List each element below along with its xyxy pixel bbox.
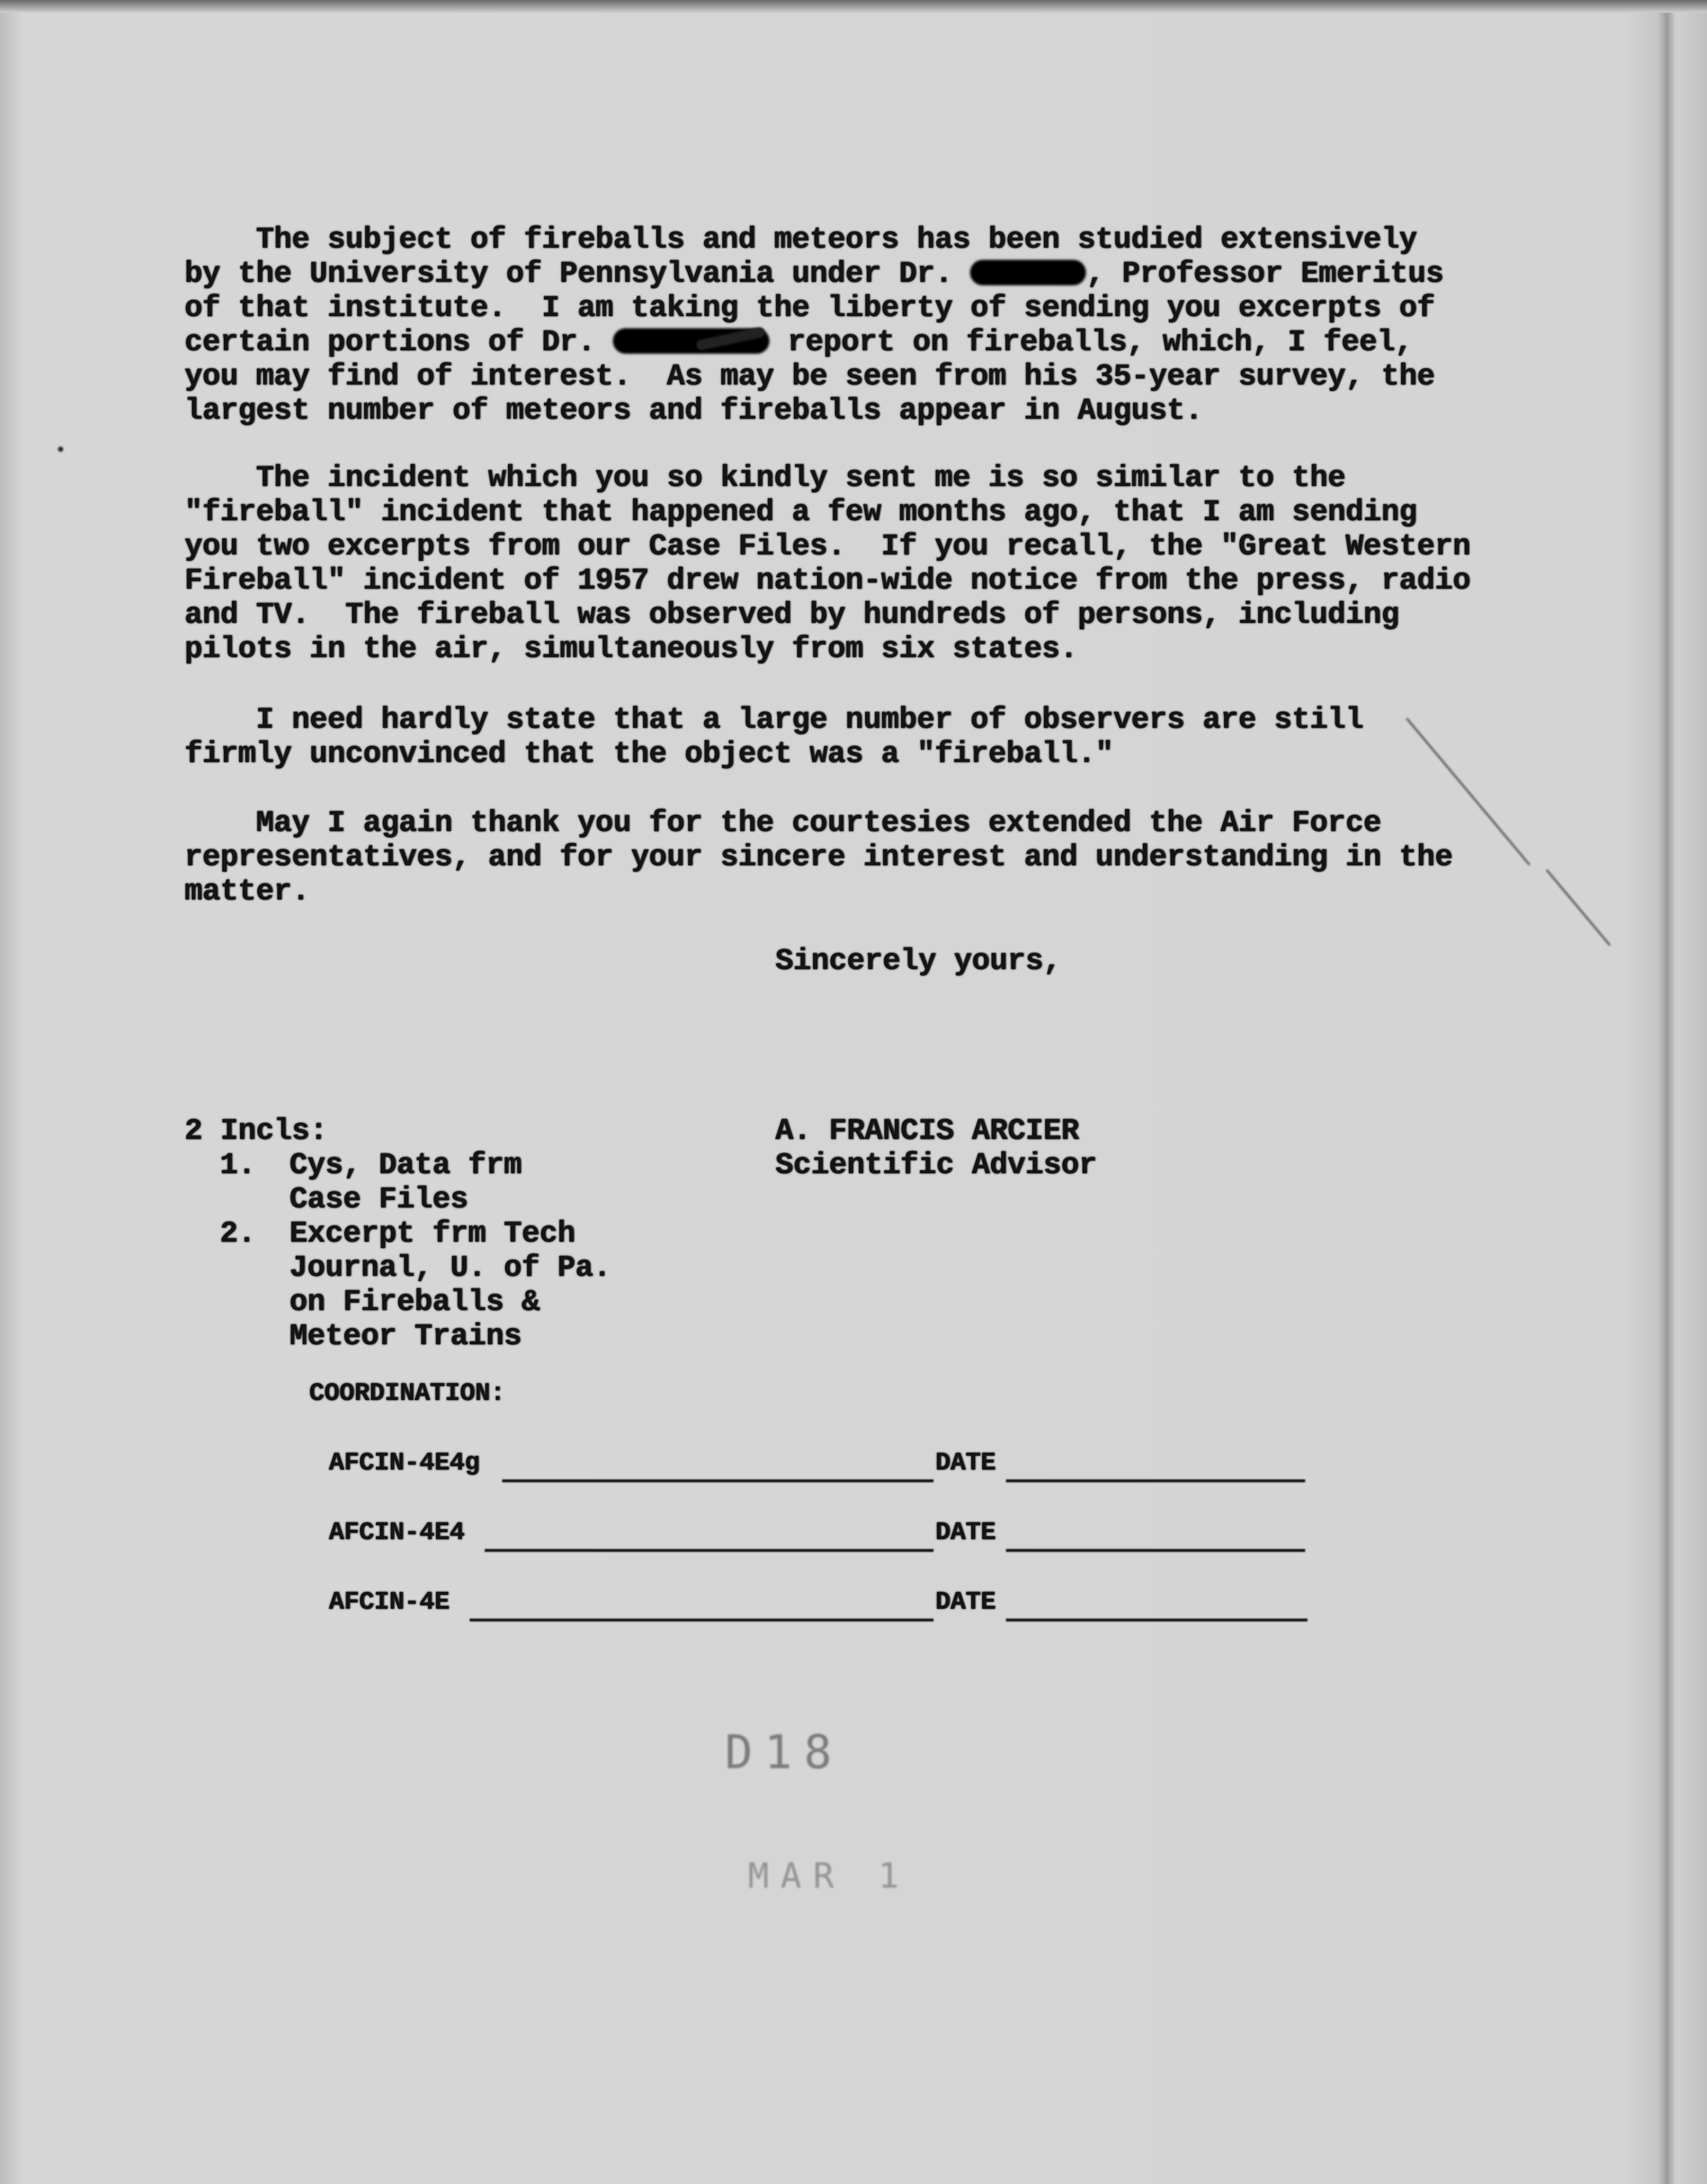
enclosure-number: 1. [220,1148,256,1182]
faded-stamp: MAR 1 [748,1856,911,1896]
text-segment: certain portions of Dr. [184,325,613,360]
text-segment: , Professor Emeritus [1086,257,1444,291]
signature-line [470,1619,934,1621]
text-line: Cys, Data frm [289,1148,522,1182]
text-line: you two excerpts from our Case Files. If you recall, the "Great Western [184,529,1470,564]
text-line: firmly unconvinced that the object was a "fireball." [184,737,1113,771]
paragraph-1 [184,223,1444,428]
redaction-mark [970,260,1086,285]
enclosures-header: 2 Incls: [184,1114,328,1148]
enclosure-item [289,1217,611,1354]
text-line: and TV. The fireball was observed by hundreds of persons, including [184,598,1399,632]
text-line: I need hardly state that a large number of observers are still [184,703,1364,737]
signer-name: A. FRANCIS ARCIER [775,1114,1079,1148]
paragraph-4 [184,806,1452,909]
text-line: Fireball" incident of 1957 drew nation-wide notice from the press, radio [184,564,1470,598]
closing: Sincerely yours, [775,944,1061,978]
text-line: pilots in the air, simultaneously from six states. [184,632,1078,666]
text-line: Case Files [289,1182,468,1217]
date-label: DATE [935,1449,996,1478]
text-line: Meteor Trains [289,1319,522,1354]
coordination-office: AFCIN-4E4g [329,1449,480,1478]
text-line: representatives, and for your sincere interest and understanding in the [184,840,1453,875]
text-line: largest number of meteors and fireballs appear in August. [184,394,1203,428]
enclosure-number: 2. [220,1217,256,1251]
text-line: on Fireballs & [289,1285,540,1319]
coordination-header: COORDINATION: [309,1379,506,1408]
text-line: The incident which you so kindly sent me is so similar to the [184,461,1346,495]
text-segment: by the University of Pennsylvania under Dr. [184,257,971,291]
text-line: of that institute. I am taking the liberty of sending you excerpts of [184,291,1435,325]
text-line: you may find of interest. As may be seen from his 35-year survey, the [184,360,1435,394]
faded-stamp: D18 [725,1725,844,1779]
paragraph-2 [184,461,1470,666]
signer-title: Scientific Advisor [775,1148,1097,1182]
paragraph-3 [184,703,1363,771]
date-label: DATE [935,1518,996,1547]
text-line: Journal, U. of Pa. [289,1251,611,1285]
text-line: May I again thank you for the courtesies extended the Air Force [184,806,1381,840]
signature-block [775,1114,1097,1182]
enclosure-item [289,1148,521,1217]
coordination-office: AFCIN-4E [329,1588,450,1617]
date-line [1006,1619,1308,1621]
text-segment: report on fireballs, which, I feel, [769,325,1413,360]
signature-line [502,1479,934,1482]
date-line [1006,1549,1305,1552]
text-line: The subject of fireballs and meteors has been studied extensively [184,223,1417,257]
text-line [184,257,1444,291]
scan-top-edge [0,0,1707,13]
signature-line [485,1549,934,1552]
date-line [1006,1479,1305,1482]
scan-speck [58,447,63,452]
text-line: matter. [184,875,310,909]
text-line [184,325,1444,360]
coordination-office: AFCIN-4E4 [329,1518,465,1547]
text-line: Excerpt frm Tech [289,1217,575,1251]
date-label: DATE [935,1588,996,1617]
text-line: "fireball" incident that happened a few months ago, that I am sending [184,495,1417,529]
